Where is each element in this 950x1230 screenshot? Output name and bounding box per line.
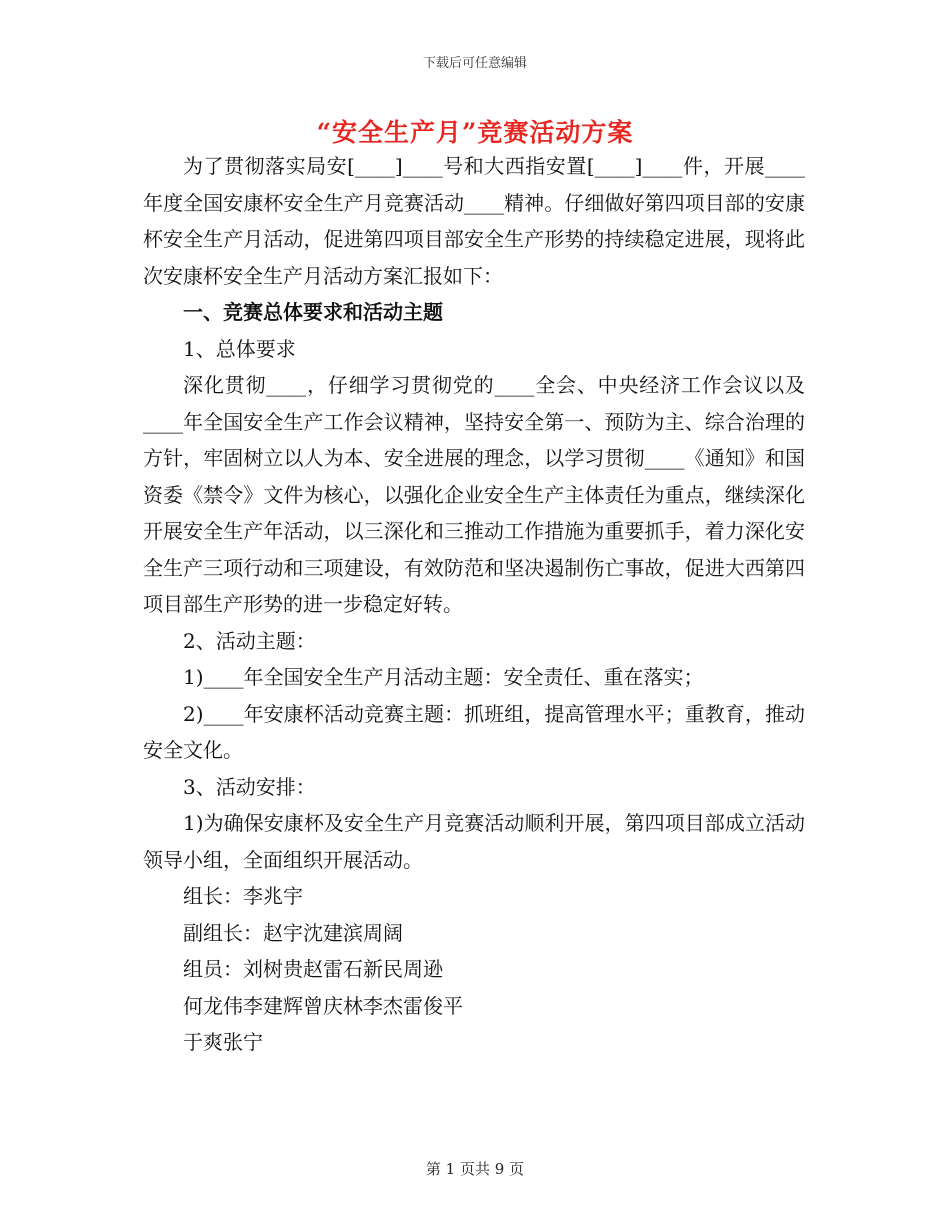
page-header: 下载后可任意编辑 [422,56,527,71]
subsection-heading-activity-arrangement: 3、活动安排： [183,774,316,799]
theme-item-2: 2)____年安康杯活动竞赛主题：抓班组，提高管理水平；重教育，推动安全文化。 [143,701,805,762]
arrangement-item-1: 1)为确保安康杯及安全生产月竞赛活动顺利开展，第四项目部成立活动领导小组，全面组织开展活动。 [143,811,805,872]
team-members-line-3: 于爽张宁 [183,1030,263,1054]
subsection-heading-activity-theme: 2、活动主题： [183,628,316,653]
page-footer: 第 1 页共 9 页 [425,1160,525,1178]
team-members-line: 组员：刘树贵赵雷石新民周逊 [183,957,443,981]
team-members-line-2: 何龙伟李建辉曾庆林李杰雷俊平 [183,993,463,1018]
theme-item-1: 1)____年全国安全生产月活动主题：安全责任、重在落实； [183,665,704,689]
document-title: “安全生产月”竞赛活动方案 [316,118,634,147]
intro-paragraph: 为了贯彻落实局安[____]____号和大西指安置[____]____件，开展____年度全国安康杯安全生产月竞赛活动____精神。仔细做好第四项目部的安康杯安全生产月活动，促进第四项目部安全生产形势的持续稳定进展，现将此次安康杯安全生产月活动方案汇报如下： [143,154,805,288]
section-heading-1: 一、竞赛总体要求和活动主题 [183,300,443,324]
document-body [143,148,805,1061]
overall-requirements-paragraph: 深化贯彻____，仔细学习贯彻党的____全会、中央经济工作会议以及____年全国安全生产工作会议精神，坚持安全第一、预防为主、综合治理的方针，牢固树立以人为本、安全进展的理念，以学习贯彻____《通知》和国资委《禁令》文件为核心，以强化企业安全生产主体责任为重点，继续深化开展安全生产年活动，以三深化和三推动工作措施为重要抓手，着力深化安全生产三项行动和三项建设，有效防范和坚决遏制伤亡事故，促进大西第四项目部生产形势的进一步稳定好转。 [143,373,805,616]
deputy-leader-line: 副组长：赵宇沈建滨周阔 [183,920,403,945]
subsection-heading-overall-requirements: 1、总体要求 [183,336,296,361]
team-leader-line: 组长：李兆宇 [183,884,303,908]
